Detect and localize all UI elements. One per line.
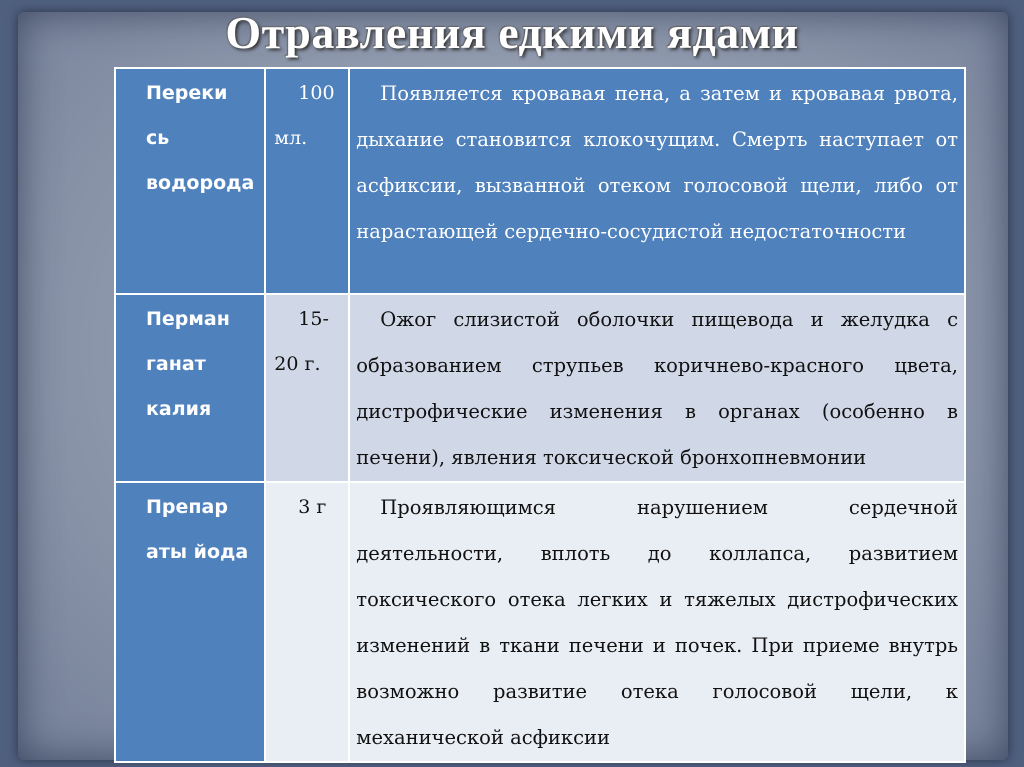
poison-name-line: Перман (146, 308, 230, 330)
poison-name-line: аты йода (146, 541, 249, 563)
description-text: Ожог слизистой оболочки пищевода и желудка с образованием струпьев коричнево-красного цвета, дистрофические изменения в органах (особенно в печени), явления токсической бронхопневмонии (356, 308, 958, 469)
dose-line: 15- (298, 308, 329, 330)
dose-line: 100 (298, 82, 335, 104)
description-cell (349, 68, 965, 294)
slide-title: Отравления едкими ядами (225, 7, 799, 58)
description-text: Проявляющимся нарушением сердечной деятельности, вплоть до коллапса, развитием токсического отека легких и тяжелых дистрофических изменений в ткани печени и почек. При приеме внутрь возможно развитие отека голосовой щели, к механической асфиксии (356, 496, 958, 749)
table-row (115, 482, 965, 762)
table-row (115, 294, 965, 482)
description-cell (349, 294, 965, 482)
table-row (115, 68, 965, 294)
poison-table (114, 67, 966, 763)
poison-name-line: сь (146, 127, 170, 149)
dose-line: 3 г (298, 496, 327, 518)
poison-name-cell (115, 482, 265, 762)
poison-name-line: Препар (146, 496, 228, 518)
poison-name-line: ганат (146, 353, 206, 375)
dose-cell (265, 68, 349, 294)
dose-line: 20 г. (274, 353, 321, 375)
dose-line: мл. (274, 127, 308, 149)
dose-cell (265, 482, 349, 762)
poison-name-line: Переки (146, 82, 228, 104)
poison-name-cell (115, 294, 265, 482)
poison-name-line: водорода (146, 172, 255, 194)
dose-cell (265, 294, 349, 482)
description-text: Появляется кровавая пена, а затем и кровавая рвота, дыхание становится клокочущим. Смерть наступает от асфиксии, вызванной отеком голосовой щели, либо от нарастающей сердечно-сосудистой недостаточности (356, 82, 958, 243)
poison-name-cell (115, 68, 265, 294)
description-cell (349, 482, 965, 762)
poison-name-line: калия (146, 398, 212, 420)
